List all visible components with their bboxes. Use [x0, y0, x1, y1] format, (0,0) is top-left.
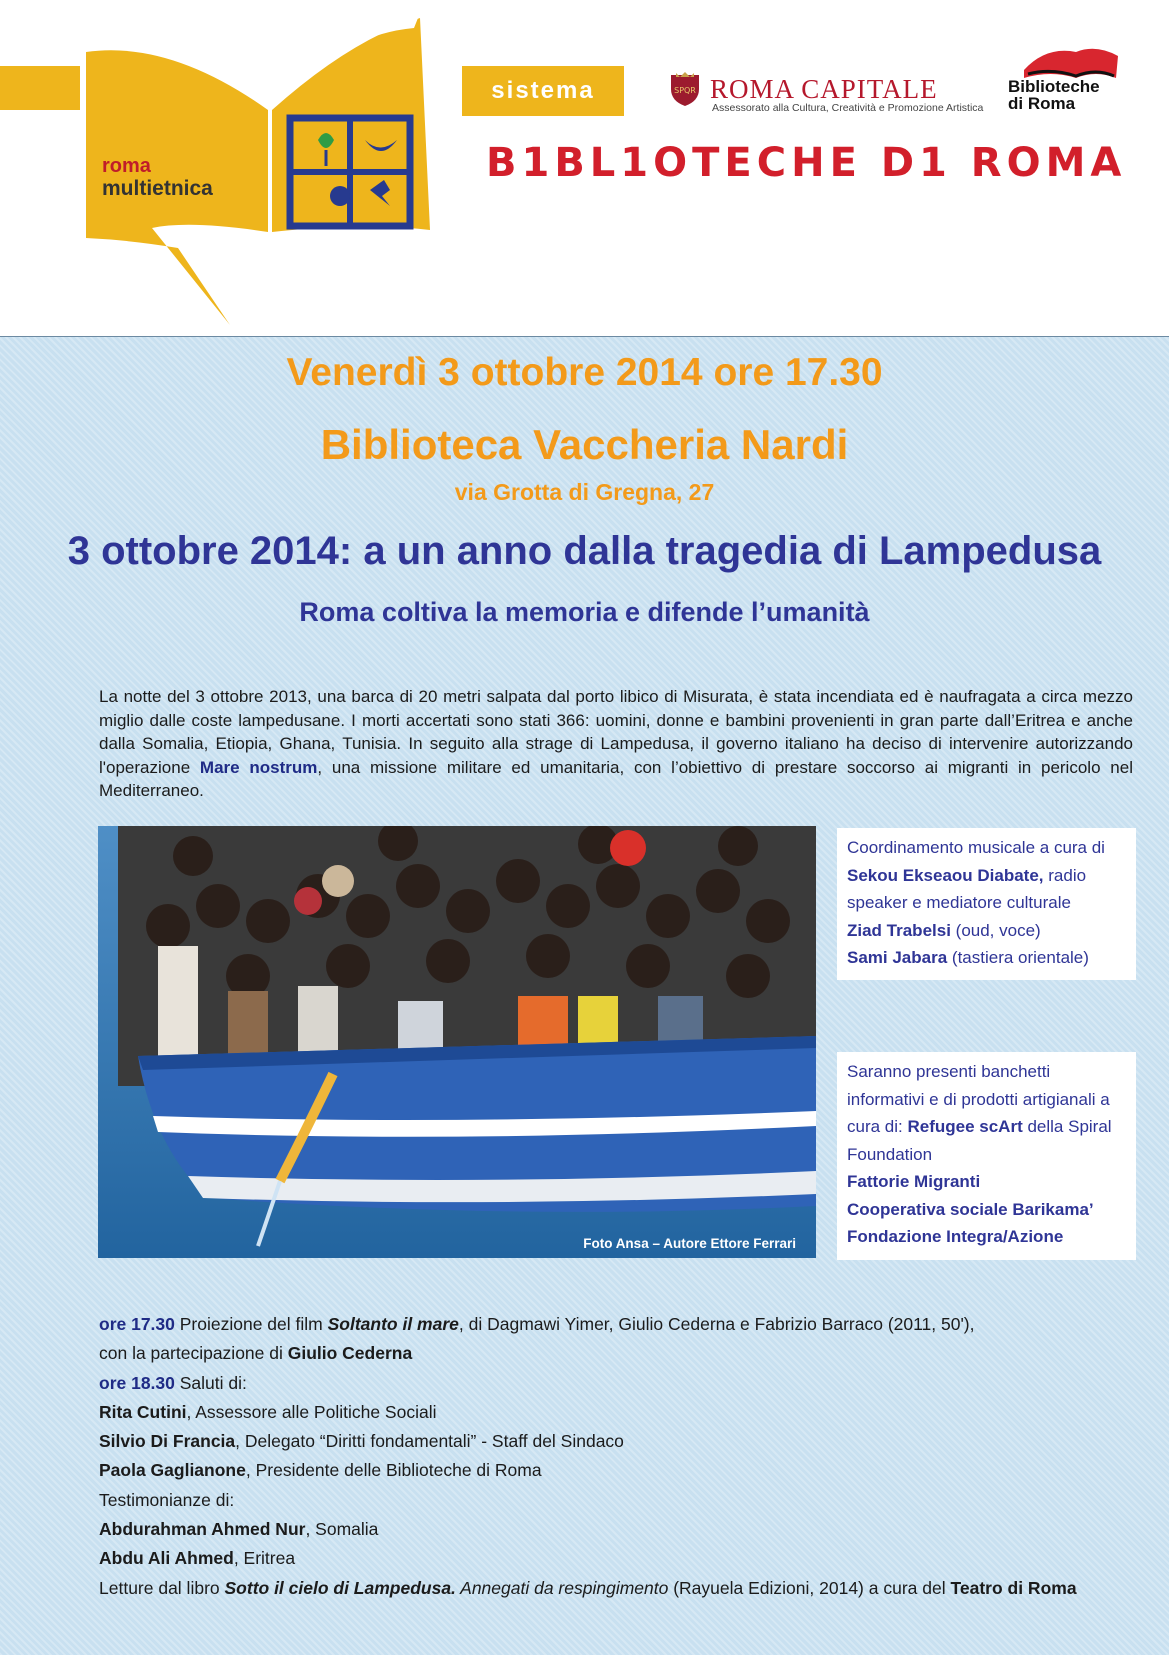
event-subtitle: Roma coltiva la memoria e difende l’umanità — [299, 597, 870, 627]
stands-box — [837, 1052, 1136, 1260]
program-readings-line — [99, 1574, 1159, 1603]
witness-name: Abdu Ali Ahmed — [99, 1548, 234, 1569]
book-subtitle: Annegati da respingimento — [455, 1577, 669, 1598]
biblioteche-logo-line2: di Roma — [1008, 94, 1076, 113]
roma-multietnica-line2: multietnica — [102, 177, 213, 200]
readings-mid: (Rayuela Edizioni, 2014) a cura del — [668, 1577, 951, 1598]
book-title: Sotto il cielo di Lampedusa. — [224, 1577, 456, 1598]
sistema-label: sistema — [491, 77, 595, 104]
boat-illustration — [98, 826, 816, 1258]
speaker-role: , Presidente delle Biblioteche di Roma — [245, 1460, 542, 1481]
readings-pre: Letture dal libro — [99, 1577, 225, 1598]
event-panel — [0, 336, 1169, 1655]
intro-paragraph — [99, 685, 1133, 803]
testimonies-label: Testimonianze di: — [99, 1489, 235, 1510]
svg-text:SPQR: SPQR — [674, 86, 696, 95]
stand-org-3: Cooperativa sociale Barikama’ — [847, 1199, 1094, 1219]
speaker-line — [99, 1398, 1159, 1427]
musician-role-1: radio speaker e mediatore culturale — [847, 865, 1087, 912]
film-title: Soltanto il mare — [327, 1314, 459, 1334]
greetings-label: Saluti di: — [174, 1372, 247, 1393]
speaker-line — [99, 1427, 1159, 1456]
event-program — [99, 1310, 1159, 1603]
musician-name-3: Sami Jabara — [847, 948, 948, 967]
screening-post: , di Dagmawi Yimer, Giulio Cederna e Fabrizio Barraco (2011, 50'), — [458, 1314, 975, 1334]
event-place: Biblioteca Vaccheria Nardi — [320, 421, 849, 468]
stands-intro: Saranno presenti banchetti informativi e di prodotti artigianali a cura di: — [847, 1062, 1110, 1136]
musician-name-2: Ziad Trabelsi — [847, 920, 951, 940]
program-participation-line — [99, 1339, 1159, 1368]
event-address: via Grotta di Gregna, 27 — [454, 479, 715, 505]
sistema-banner — [462, 66, 624, 116]
stand-org-2: Fattorie Migranti — [847, 1172, 981, 1191]
roma-multietnica-line1: roma — [102, 155, 151, 177]
musician-role-3: (tastiera orientale) — [947, 948, 1089, 967]
program-time-2: ore 18.30 — [99, 1372, 175, 1393]
speaker-name: Silvio Di Francia — [99, 1431, 236, 1452]
music-coordination-box — [837, 828, 1136, 980]
participant-name: Giulio Cederna — [287, 1343, 413, 1364]
biblioteche-logo-line1: Biblioteche — [1008, 77, 1100, 96]
program-time-1: ore 17.30 — [99, 1314, 175, 1334]
theatre-name: Teatro di Roma — [950, 1577, 1077, 1598]
photo-credit: Foto Ansa – Autore Ettore Ferrari — [583, 1236, 796, 1251]
page-header — [0, 0, 1169, 336]
roma-capitale-subtitle: Assessorato alla Cultura, Creatività e Promozione Artistica — [712, 102, 984, 114]
musician-name-1: Sekou Ekseaou Diabate, — [847, 865, 1044, 885]
event-title: 3 ottobre 2014: a un anno dalla tragedia di Lampedusa — [67, 529, 1102, 573]
participation-pre: con la partecipazione di — [99, 1343, 288, 1364]
witness-line — [99, 1515, 1159, 1544]
musician-role-2: (oud, voce) — [950, 920, 1041, 940]
witness-name: Abdurahman Ahmed Nur — [99, 1519, 306, 1540]
stand-org-4: Fondazione Integra/Azione — [847, 1227, 1064, 1246]
speaker-name: Paola Gaglianone — [99, 1460, 246, 1481]
roma-capitale-crest-icon — [668, 71, 702, 107]
speaker-role: , Delegato “Diritti fondamentali” - Staff del Sindaco — [235, 1431, 624, 1452]
witness-role: , Eritrea — [233, 1548, 296, 1569]
event-date-time: Venerdì 3 ottobre 2014 ore 17.30 — [286, 351, 883, 394]
speaker-name: Rita Cutini — [99, 1401, 187, 1422]
intro-text-before: La notte del 3 ottobre 2013, una barca di 20 metri salpata dal porto libico di Misurata, è stata incendiata ed è naufragata a circa mezzo miglio dalle coste lampedusane. I morti accertati sono stati 366: uomini, donne e bambini provenienti in gran parte dall’Eritrea e anche dalla Somalia, Etiopia, Ghana, Tunisia. In seguito alla strage di Lampedusa, il governo italiano ha deciso di intervenire autorizzando l'operazione — [99, 687, 1133, 777]
intro-text-after: , una missione militare ed umanitaria, con l’obiettivo di prestare soccorso ai migranti in pericolo nel Mediterraneo. — [99, 757, 1133, 800]
speaker-line — [99, 1456, 1159, 1485]
roma-capitale-title: ROMA CAPITALE — [710, 74, 938, 104]
mare-nostrum-highlight: Mare nostrum — [199, 757, 318, 777]
witness-line — [99, 1544, 1159, 1573]
speaker-role: , Assessore alle Politiche Sociali — [186, 1401, 437, 1422]
program-greetings-line — [99, 1369, 1159, 1398]
witness-role: , Somalia — [305, 1519, 379, 1540]
migrant-boat-photo — [98, 826, 816, 1258]
stand-org-1-suffix: della Spiral Foundation — [847, 1117, 1112, 1164]
program-screening-line — [99, 1310, 1159, 1339]
music-intro: Coordinamento musicale a cura di — [847, 838, 1105, 857]
screening-pre: Proiezione del film — [174, 1314, 328, 1334]
stand-org-1: Refugee scArt — [907, 1117, 1023, 1136]
biblioteche-di-roma-title: B1BL1OTECHE D1 ROMA — [486, 140, 1127, 186]
roma-multietnica-book-logo — [0, 0, 460, 330]
